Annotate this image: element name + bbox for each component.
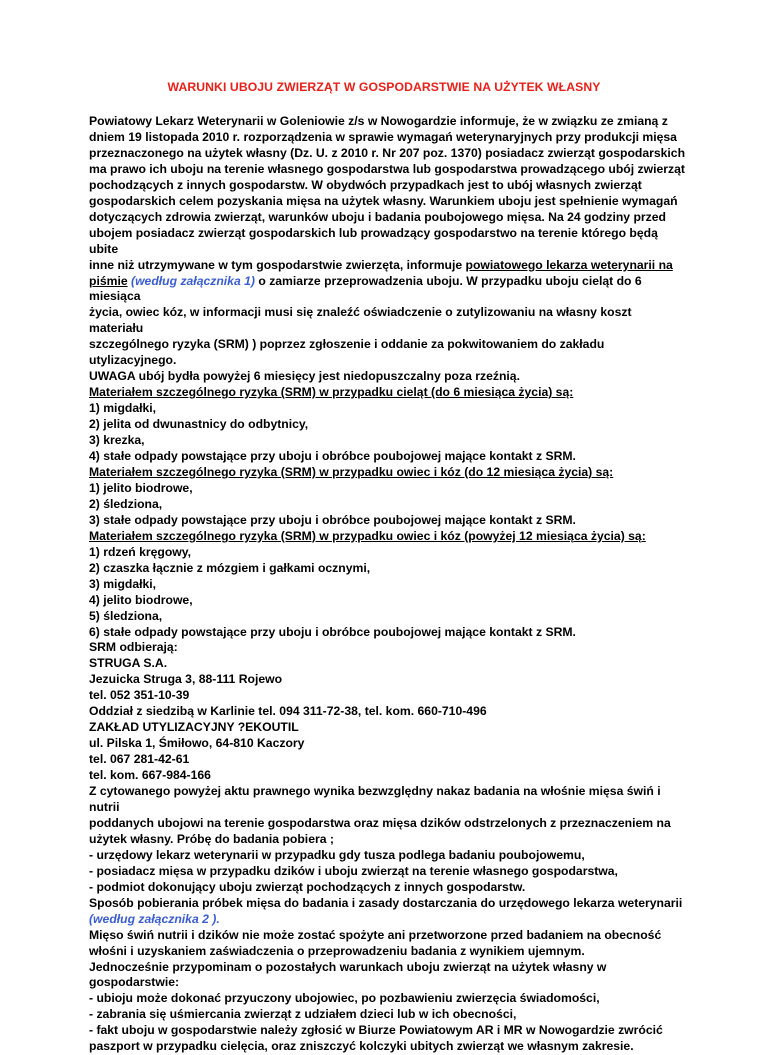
- testing-line: użytek własny. Próbę do badania pobiera ;: [89, 831, 334, 846]
- srm-declaration-paragraph: [89, 305, 689, 385]
- after-annex1-text: o zamiarze przeprowadzenia uboju. W przypadku uboju cieląt do 6 miesiąca: [89, 273, 642, 304]
- intro-line: dniem 19 listopada 2010 r. rozporządzenia w sprawie wymagań weterynaryjnych przy produkcji mięsa: [89, 129, 677, 144]
- final-line: paszport w przypadku cielęcia, oraz zniszczyć kolczyki ubitych zwierząt we własnym zakresie.: [89, 1039, 634, 1054]
- srm-item: 2) jelita od dwunastnicy do odbytnicy,: [89, 417, 309, 432]
- srm-sections: [89, 385, 689, 640]
- final-line: - ubioju może dokonać przyuczony ubojowiec, po pozbawieniu zwierzęcia świadomości,: [89, 991, 600, 1006]
- notify-link[interactable]: powiatowego lekarza weterynarii na: [465, 257, 673, 272]
- trichinella-testing: [89, 784, 689, 912]
- testing-line: - podmiot dokonujący uboju zwierząt pochodzących z innych gospodarstw.: [89, 879, 526, 894]
- receiver-line: SRM odbierają:: [89, 640, 178, 655]
- final-conditions: [89, 928, 689, 1055]
- annex2-reference[interactable]: (według załącznika 2 ).: [89, 911, 220, 926]
- srm-receivers: [89, 640, 689, 784]
- receiver-line: ZAKŁAD UTYLIZACYJNY ?EKOUTIL: [89, 720, 299, 735]
- receiver-line: tel. 052 351-10-39: [89, 688, 190, 703]
- intro-line: gospodarskich celem pozyskania mięsa na użytek własny. Warunkiem uboju jest spełnienie wymagań: [89, 193, 678, 208]
- final-line: włośni i uzyskaniem zaświadczenia o przeprowadzeniu badania z wynikiem ujemnym.: [89, 943, 585, 958]
- testing-line: poddanych ubojowi na terenie gospodarstwa oraz mięsa dzików odstrzelonych z przeznaczeniem na: [89, 815, 671, 830]
- annex2-line: [89, 912, 689, 928]
- document-title: WARUNKI UBOJU ZWIERZĄT W GOSPODARSTWIE NA UŻYTEK WŁASNY: [167, 80, 601, 94]
- srm-item: 1) jelito biodrowe,: [89, 480, 193, 495]
- receiver-line: tel. kom. 667-984-166: [89, 768, 211, 783]
- srm-item: 1) rdzeń kręgowy,: [89, 544, 192, 559]
- intro-line: Powiatowy Lekarz Weterynarii w Goleniowie z/s w Nowogardzie informuje, że w związku ze zmianą z: [89, 114, 668, 128]
- pismie-link[interactable]: piśmie: [89, 273, 128, 288]
- intro-paragraph: [89, 114, 689, 274]
- srm-heading: Materiałem szczególnego ryzyka (SRM) w przypadku owiec i kóz (do 12 miesiąca życia) są:: [89, 464, 614, 479]
- final-line: - fakt uboju w gospodarstwie należy zgłosić w Biurze Powiatowym AR i MR w Nowogardzie zwrócić: [89, 1023, 663, 1038]
- intro-line: ubojem posiadacz zwierząt gospodarskich lub prowadzący gospodarstwo na terenie którego będą ubite: [89, 225, 658, 256]
- srm-item: 1) migdałki,: [89, 401, 157, 416]
- receiver-line: tel. 067 281-42-61: [89, 752, 190, 767]
- intro-line: ma prawo ich uboju na terenie własnego gospodarstwa lub gospodarstwa prowadzącego ubój zwierząt: [89, 161, 685, 176]
- intro-line: inne niż utrzymywane w tym gospodarstwie zwierzęta, informuje powiatowego lekarza weterynarii na: [89, 257, 673, 272]
- receiver-line: Jezuicka Struga 3, 88-111 Rojewo: [89, 672, 283, 687]
- annex1-line: [89, 274, 689, 306]
- srm-item: 6) stałe odpady powstające przy uboju i obróbce poubojowej mające kontakt z SRM.: [89, 624, 576, 639]
- testing-line: Sposób pobierania próbek mięsa do badania i zasady dostarczania do urzędowego lekarza weterynarii: [89, 895, 683, 910]
- srm-item: 2) czaszka łącznie z mózgiem i gałkami ocznymi,: [89, 560, 371, 575]
- receiver-line: STRUGA S.A.: [89, 656, 168, 671]
- annex1-reference[interactable]: (według załącznika 1): [131, 273, 255, 288]
- declaration-line: szczególnego ryzyka (SRM) ) poprzez zgłoszenie i oddanie za pokwitowaniem do zakładu utylizacyjnego.: [89, 337, 605, 368]
- testing-line: - posiadacz mięsa w przypadku dzików i uboju zwierząt na terenie własnego gospodarstwa,: [89, 863, 618, 878]
- srm-heading: Materiałem szczególnego ryzyka (SRM) w przypadku cieląt (do 6 miesiąca życia) są:: [89, 385, 574, 400]
- testing-line: - urzędowy lekarz weterynarii w przypadku gdy tusza podlega badaniu poubojowemu,: [89, 847, 585, 862]
- intro-line: pochodzących z innych gospodarstw. W obydwóch przypadkach jest to ubój własnych zwierząt: [89, 177, 642, 192]
- final-line: Jednocześnie przypominam o pozostałych warunkach uboju zwierząt na użytek własny w gospodarstwie:: [89, 959, 607, 990]
- final-line: - zabrania się uśmiercania zwierząt z udziałem dzieci lub w ich obecności,: [89, 1007, 517, 1022]
- srm-item: 3) stałe odpady powstające przy uboju i obróbce poubojowej mające kontakt z SRM.: [89, 512, 576, 527]
- srm-item: 3) krezka,: [89, 433, 145, 448]
- srm-item: 3) migdałki,: [89, 576, 157, 591]
- srm-heading: Materiałem szczególnego ryzyka (SRM) w przypadku owiec i kóz (powyżej 12 miesiąca życia) są:: [89, 528, 646, 543]
- srm-item: 4) jelito biodrowe,: [89, 592, 193, 607]
- srm-item: 4) stałe odpady powstające przy uboju i obróbce poubojowej mające kontakt z SRM.: [89, 449, 576, 464]
- final-line: Mięso świń nutrii i dzików nie może zostać spożyte ani przetworzone przed badaniem na obecność: [89, 927, 662, 942]
- intro-line: przeznaczonego na użytek własny (Dz. U. z 2010 r. Nr 207 poz. 1370) posiadacz zwierząt gospodarskich: [89, 145, 686, 160]
- receiver-line: Oddział z siedzibą w Karlinie tel. 094 311-72-38, tel. kom. 660-710-496: [89, 704, 487, 719]
- receiver-line: ul. Pilska 1, Śmiłowo, 64-810 Kaczory: [89, 736, 305, 751]
- declaration-line: UWAGA ubój bydła powyżej 6 miesięcy jest niedopuszczalny poza rzeźnią.: [89, 369, 520, 384]
- document-body: [89, 114, 689, 1055]
- srm-item: 2) śledziona,: [89, 496, 163, 511]
- intro-line: dotyczących zdrowia zwierząt, warunków uboju i badania poubojowego mięsa. Na 24 godziny przed: [89, 209, 666, 224]
- testing-line: Z cytowanego powyżej aktu prawnego wynika bezwzględny nakaz badania na włośnie mięsa świń i nutrii: [89, 784, 661, 814]
- declaration-line: życia, owiec kóz, w informacji musi się znaleźć oświadczenie o zutylizowaniu na własny koszt materiału: [89, 305, 632, 336]
- srm-item: 5) śledziona,: [89, 608, 163, 623]
